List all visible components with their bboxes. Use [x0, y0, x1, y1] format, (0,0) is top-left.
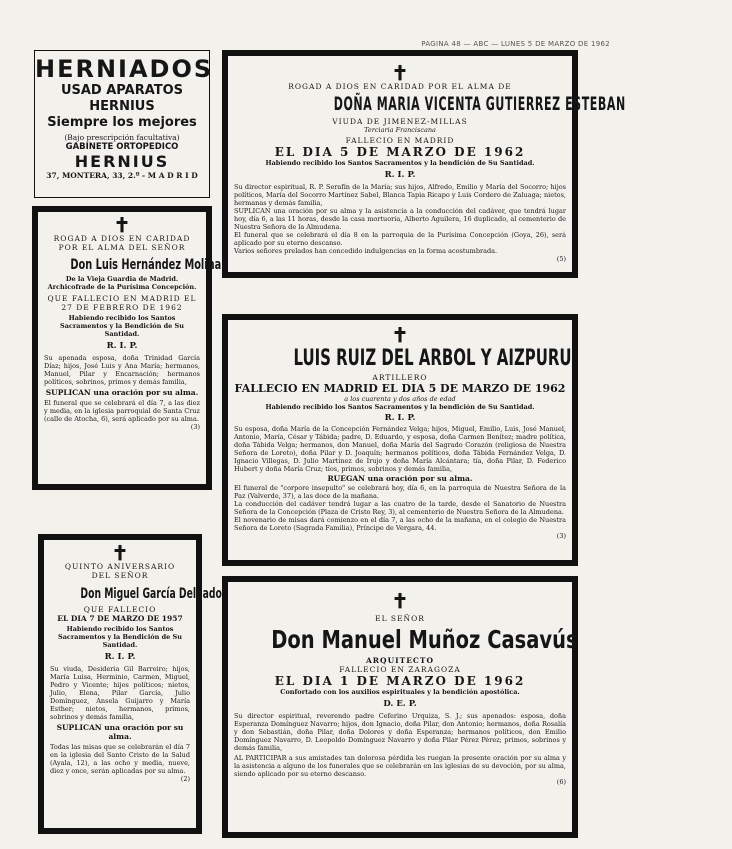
page-header: PAGINA 48 — ABC — LUNES 5 DE MARZO DE 1962 [421, 40, 610, 48]
ad-line5: GABINETE ORTOPEDICO [65, 142, 179, 152]
cross-icon: ✝ [111, 541, 129, 565]
cross-icon: ✝ [391, 323, 409, 347]
ruega-line: ROGAD A DIOS EN CARIDAD POR EL ALMA DE [288, 82, 512, 91]
ad-line2: HERNIUS [89, 99, 155, 114]
suplican: SUPLICAN una oración por su alma. [45, 388, 199, 397]
ad-line6: HERNIUS [74, 152, 170, 171]
ref-number: (5) [556, 255, 566, 263]
rip: R. I. P. [384, 170, 416, 180]
ref-number: (2) [180, 775, 190, 783]
el-senor: EL SEÑOR [375, 614, 425, 623]
ad-line3: Siempre los mejores [47, 115, 197, 130]
cross-icon: ✝ [391, 589, 409, 613]
notice-manuel-munoz [222, 576, 578, 838]
sacraments: Habiendo recibido los Santos Sacramentos y la Bendición de Su Santidad. [58, 625, 182, 649]
novenario-text: El novenario de misas dará comienzo en el día 7, a las ocho de la mañana, en el colegio de Nuestra Señora de Loreto (Sagrada Familia), Príncipe de Vergara, 44. [234, 516, 566, 532]
que-fallecio: QUE FALLECIO [83, 605, 157, 614]
viuda-line: VIUDA DE JIMENEZ-MILLAS [332, 117, 468, 126]
suplican: SUPLICAN una oración por su alma. [56, 723, 184, 741]
hernius-ad [34, 50, 214, 198]
notice-maria-vicenta [222, 50, 626, 278]
sacraments: Confortado con los auxilios espirituales y la bendición apostólica. [280, 688, 520, 696]
ad-title: HERNIADOS [35, 55, 214, 83]
death-line: QUE FALLECIO EN MADRID EL 27 DE FEBRERO DE 1962 [47, 294, 197, 312]
profession: ARQUITECTO [365, 656, 434, 665]
death-date: EL DIA 5 DE MARZO DE 1962 [274, 145, 526, 159]
rip: D. E. P. [383, 699, 417, 709]
profession: ARTILLERO [372, 373, 428, 382]
fallecio-line: FALLECIO EN MADRID [345, 136, 455, 145]
deceased-name: Don Manuel Muñoz Casavús [271, 625, 578, 654]
conduction-text: La conducción del cadáver tendrá lugar a las cuatro de la tarde, desde el Sanatorio de Nuestra Señora de la Concepción (Plaza de Cristo Rey, 3), al cementerio de Nuestra Señora de la Almudena. [234, 500, 566, 516]
funeral-text: El funeral que se celebrará el día 7, a las diez y media, en la iglesia parroquial de Santa Cruz (calle de Atocha, 6), será aplicado por su alma. [44, 399, 200, 423]
family-text: Su esposa, doña María de la Concepción Fernández Velga; hijos, Miguel, Emilio, Luis, José Manuel, Antonio, María, César y Tábida; padre, D. Eduardo, y esposa, doña Carmen Benítez; madre política, doña Tábida Velga; hermanos, don Manuel, doña María del Sagrado Corazón (religiosa de Nuestra Señora de Loreto), doña Pilar y D. Joaquín; hermanos políticos, doña Tábida Fernández Velga, D. Ignacio Villegas, D. Julio Martínez de Irujo y doña María Alcántara; tía, doña Pilar, D. Federico Hubert y doña María Cruz; tíos, primos, sobrinos y demás familia, [234, 425, 566, 473]
ref-number: (6) [556, 778, 566, 786]
notice-miguel-garcia [38, 534, 222, 834]
deceased-name: DOÑA MARIA VICENTA GUTIERREZ ESTEBAN [333, 93, 626, 115]
ad-line1: USAD APARATOS [60, 83, 184, 98]
suplican-text: SUPLICAN una oración por su alma y la asistencia a la conducción del cadáver, que tendrá lugar hoy, día 6, a las 11 horas, desde la casa mortuoria, Alberto Aguilera, 16 duplicado, al cementerio de Nuestra Señora de la Almudena. [234, 207, 566, 231]
description: De la Vieja Guardia de Madrid. Archicofrade de la Purísima Concepción. [47, 275, 197, 291]
mass-text: Todas las misas que se celebrarán el día 7 en la iglesia del Santo Cristo de la Salud (Ayala, 12), a las ocho y media, nueve, diez y once, serán aplicadas por su alma. [50, 743, 190, 775]
participar-text: AL PARTICIPAR a sus amistades tan dolorosa pérdida les ruegan la presente oración por su alma y la asistencia a alguno de los funerales que se celebrarán en las iglesias de su devoción, por su alma, siendo aplicado por su eterno descanso. [234, 754, 566, 778]
deceased-name: Don Miguel García Delgado [80, 586, 222, 602]
funeral-text: El funeral que se celebrará el día 8 en la parroquia de la Purísima Concepción (Goya, 26), será aplicado por su eterno descanso. [234, 231, 566, 247]
notice-luis-ruiz [222, 314, 578, 566]
deceased-name: LUIS RUIZ DEL ARBOL Y AIZPURU [293, 346, 572, 371]
rip: R. I. P. [106, 341, 138, 351]
ref-number: (3) [190, 423, 200, 431]
sacraments: Habiendo recibido los Santos Sacramentos y la bendición de Su Santidad. [265, 159, 535, 167]
ad-line4: (Bajo prescripción facultativa) [64, 133, 180, 142]
rip: R. I. P. [384, 413, 416, 423]
cross-icon: ✝ [391, 61, 409, 85]
notice-luis-hernandez [32, 206, 222, 490]
ad-line7: 37, MONTERA, 33, 2.º - M A D R I D [46, 171, 198, 180]
sacraments: Habiendo recibido los Santos Sacramentos y la Bendición de Su Santidad. [60, 314, 184, 338]
death-date: EL DIA 1 DE MARZO DE 1962 [274, 674, 526, 688]
ref-number: (3) [556, 532, 566, 540]
fallecio-line: FALLECIO EN ZARAGOZA [339, 665, 461, 674]
death-date: EL DIA 7 DE MARZO DE 1957 [57, 614, 183, 623]
ruegan: RUEGAN una oración por su alma. [327, 474, 473, 483]
terciaria-line: Terciaria Franciscana [364, 126, 436, 134]
anniversary-line: QUINTO ANIVERSARIO DEL SEÑOR [64, 562, 176, 580]
family-text: Su director espiritual, R. P. Serafín de la María; sus hijos, Alfredo, Emilio y María del Socorro; hijos políticos, María del Socorro Martínez Sabel, Blanca Tapia Ricapo y Luis Cordero de Zaluaga; nietos, hermanas y demás familia, [234, 183, 566, 207]
ruega-line: ROGAD A DIOS EN CARIDAD POR EL ALMA DEL SEÑOR [53, 234, 191, 252]
family-text: Su viuda, Desideria Gil Barreiro; hijos, María Luisa, Herminio, Carmen, Miguel, Pedro y Vicente; hijos políticos; nietos, Julio, Elena, Pilar García, Julio Domínguez, Ansela Guijarro y María Esther; nietos, hermanos, primos, sobrinos y demás familia, [50, 665, 190, 721]
sacraments: Habiendo recibido los Santos Sacramentos y la bendición de Su Santidad. [265, 403, 535, 411]
deceased-name: Don Luis Hernández Molina [70, 257, 222, 273]
age-line: a los cuarenta y dos años de edad [344, 395, 456, 403]
family-text: Su director espiritual, reverendo padre Ceferino Urquiza, S. J.; sus apenados: esposa, doña Esperanza Domínguez Navarro; hijos, don Ignacio, doña Pilar, don Antonio; hermanos, doña Rosalía y don Sebastián, doña Pilar, doña Dolores y doña Esperanza; hermanos políticos, don Emilio Domínguez Navarro, D. Leopoldo Domínguez Navarro y doña Pilar Pérez Pérez; primos, sobrinos y demás familia, [234, 712, 566, 752]
funeral-text: El funeral de "corpore insepulto" se celebrará hoy, día 6, en la parroquia de Nuestra Señora de la Paz (Valverde, 37), a las doce de la mañana. [234, 484, 566, 500]
death-line: FALLECIO EN MADRID EL DIA 5 DE MARZO DE 1962 [234, 382, 566, 395]
indulgence-text: Varios señores prelados han concedido indulgencias en la forma acostumbrada. [234, 247, 498, 255]
family-text: Su apenada esposa, doña Trinidad García Díaz; hijos, José Luis y Ana María; hermanos, Manuel, Pilar y Encarnación; hermanos políticos, sobrinos, primos y demás familia, [44, 354, 200, 386]
rip: R. I. P. [104, 652, 136, 662]
cross-icon: ✝ [113, 213, 131, 237]
